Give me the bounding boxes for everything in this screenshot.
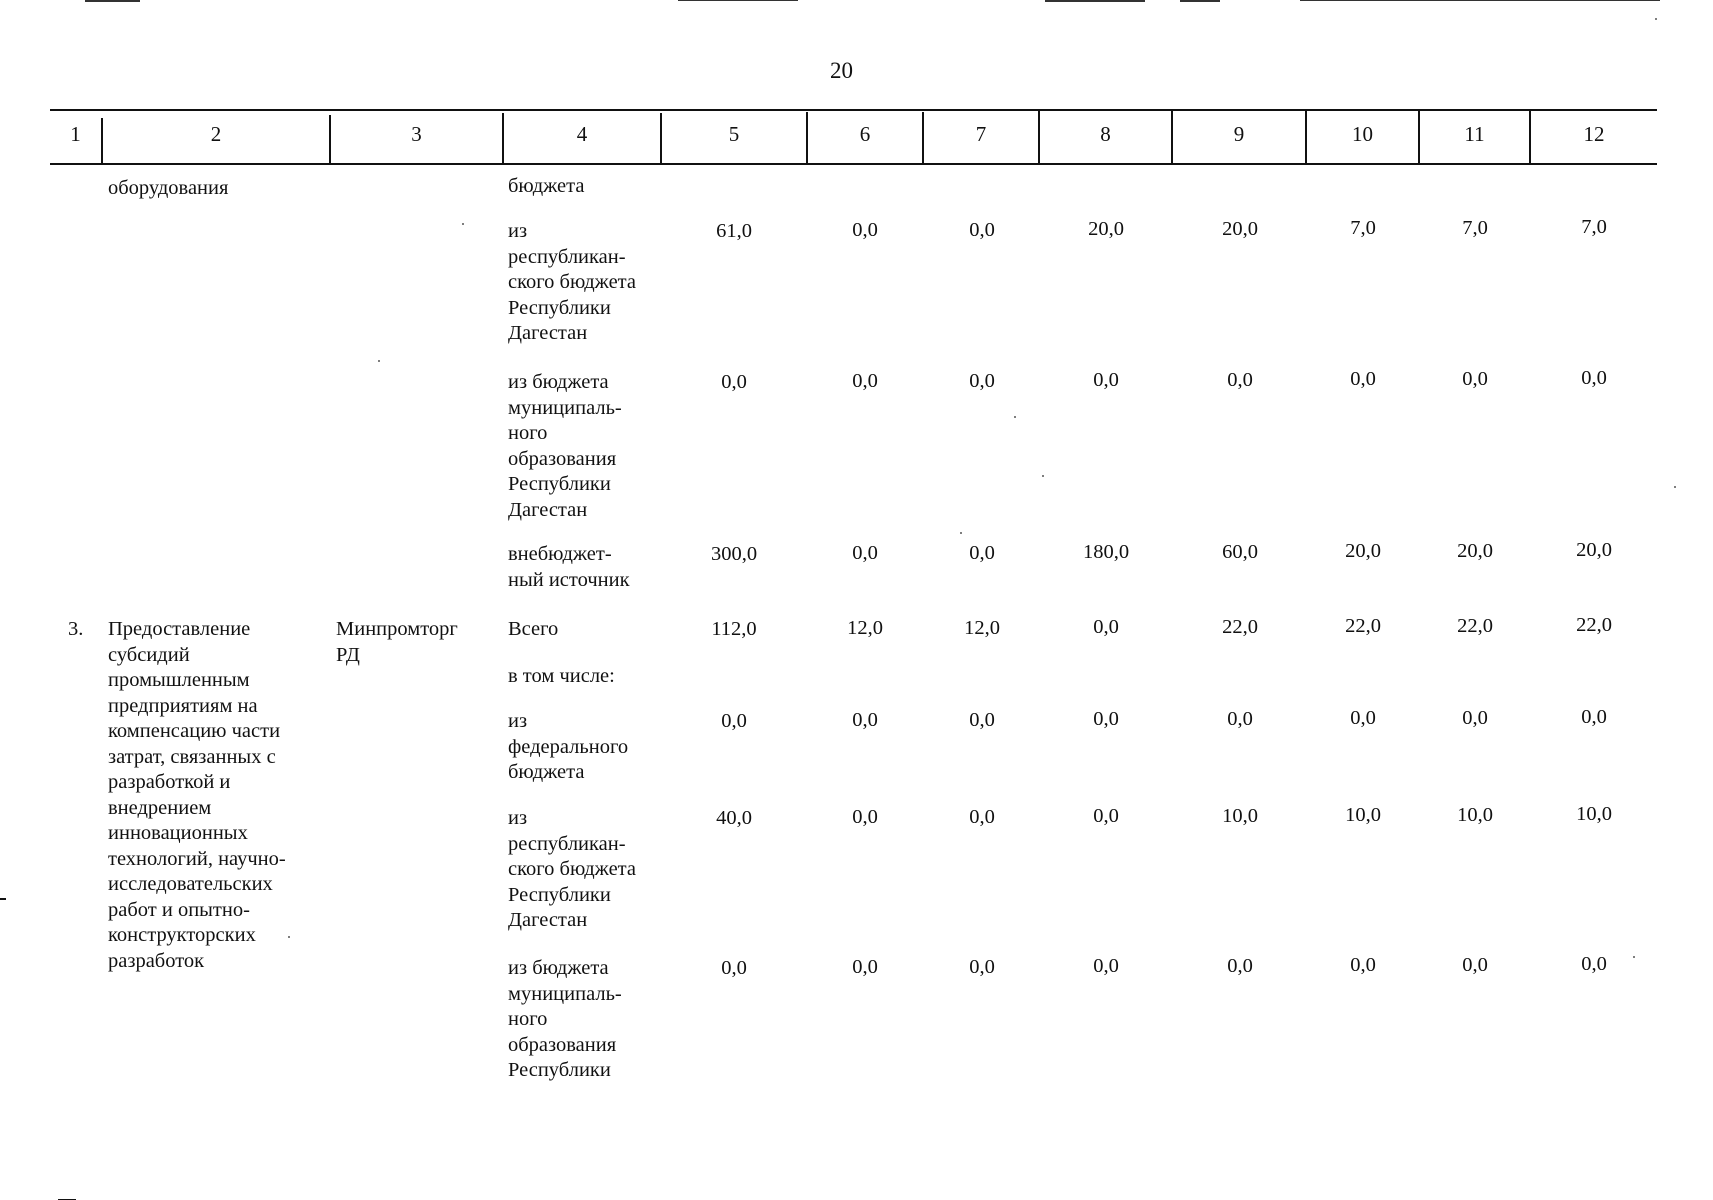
funding-value-col7: 0,0 — [969, 806, 995, 828]
table-header-bottom-border — [50, 163, 1657, 165]
funding-value-col7: 12,0 — [964, 617, 1000, 639]
scan-speck — [1674, 486, 1676, 488]
column-number: 3 — [411, 122, 422, 146]
funding-value-col5: 0,0 — [721, 371, 747, 393]
funding-value-col10: 7,0 — [1350, 217, 1376, 239]
scan-speck — [1014, 416, 1016, 418]
funding-value-col10: 10,0 — [1345, 804, 1381, 826]
funding-value-col12: 0,0 — [1581, 367, 1607, 389]
column-number: 11 — [1464, 122, 1485, 146]
funding-value-col5: 0,0 — [721, 957, 747, 979]
funding-value-col6: 0,0 — [852, 806, 878, 828]
funding-value-col11: 0,0 — [1462, 954, 1488, 976]
funding-value-col6: 0,0 — [852, 370, 878, 392]
scan-speck — [378, 360, 380, 362]
funding-value-col11: 0,0 — [1462, 368, 1488, 390]
funding-value-col5: 40,0 — [716, 807, 752, 829]
funding-value-col12: 22,0 — [1576, 614, 1612, 636]
funding-value-col10: 0,0 — [1350, 954, 1376, 976]
funding-value-col9: 60,0 — [1222, 541, 1258, 563]
column-number: 4 — [576, 122, 588, 146]
funding-source-label: Всего — [508, 618, 559, 640]
funding-value-col5: 112,0 — [711, 618, 757, 640]
funding-value-col6: 0,0 — [852, 709, 878, 731]
item-name: Предоставление субсидий промышленным предприятиям на компенсацию части затрат, связанных с разработкой и внедрением инновационных технологий, научно- исследовательских работ и опытно- конструкторских разработок — [108, 618, 286, 972]
funding-value-col9: 0,0 — [1227, 708, 1253, 730]
funding-value-col7: 0,0 — [969, 219, 995, 241]
scan-speck — [288, 936, 290, 938]
scan-speck — [960, 532, 962, 534]
funding-source-label: из республикан- ского бюджета Республики Дагестан — [508, 807, 636, 931]
funding-value-col6: 0,0 — [852, 956, 878, 978]
scan-speck — [462, 223, 464, 225]
funding-value-col5: 61,0 — [716, 220, 752, 242]
item-executor: Минпромторг РД — [336, 618, 458, 666]
funding-value-col10: 20,0 — [1345, 540, 1381, 562]
column-number: 7 — [975, 122, 987, 146]
column-number: 6 — [859, 122, 871, 146]
funding-value-col9: 10,0 — [1222, 805, 1258, 827]
previous-item-name-continued: оборудования — [108, 177, 229, 199]
funding-value-col11: 0,0 — [1462, 707, 1488, 729]
funding-value-col10: 0,0 — [1350, 368, 1376, 390]
funding-value-col7: 0,0 — [969, 956, 995, 978]
scan-edge-mark — [678, 0, 798, 1]
funding-value-col9: 0,0 — [1227, 955, 1253, 977]
funding-value-col8: 20,0 — [1088, 218, 1124, 240]
scan-speck — [1633, 956, 1635, 958]
funding-source-label: из республикан- ского бюджета Республики Дагестан — [508, 220, 636, 344]
funding-value-col6: 0,0 — [852, 542, 878, 564]
column-number: 10 — [1352, 122, 1373, 146]
funding-source-label: из бюджета муниципаль- ного образования Республики Дагестан — [508, 371, 622, 521]
funding-source-label: внебюджет- ный источник — [508, 543, 630, 591]
column-number: 2 — [210, 122, 222, 146]
funding-value-col7: 0,0 — [969, 370, 995, 392]
item-number: 3. — [68, 618, 84, 640]
funding-value-col11: 7,0 — [1462, 217, 1488, 239]
scan-edge-mark — [0, 898, 6, 900]
funding-value-col8: 0,0 — [1093, 955, 1119, 977]
column-number: 8 — [1100, 122, 1111, 146]
funding-value-col6: 12,0 — [847, 617, 883, 639]
funding-source-label: из федерального бюджета — [508, 710, 629, 783]
funding-value-col11: 22,0 — [1457, 615, 1493, 637]
funding-value-col6: 0,0 — [852, 219, 878, 241]
column-number: 12 — [1583, 122, 1605, 146]
funding-value-col9: 0,0 — [1227, 369, 1253, 391]
funding-value-col7: 0,0 — [969, 542, 995, 564]
funding-value-col9: 22,0 — [1222, 616, 1258, 638]
funding-source-label: из бюджета муниципаль- ного образования Республики — [508, 957, 622, 1081]
funding-value-col8: 0,0 — [1093, 616, 1119, 638]
funding-source-label: бюджета — [508, 175, 585, 197]
funding-value-col5: 0,0 — [721, 710, 747, 732]
funding-value-col8: 180,0 — [1082, 541, 1130, 563]
column-number: 5 — [728, 122, 740, 146]
page-number: 20 — [830, 58, 853, 83]
funding-value-col12: 20,0 — [1576, 539, 1612, 561]
scan-edge-mark — [1300, 0, 1660, 1]
funding-value-col11: 20,0 — [1457, 540, 1493, 562]
funding-value-col12: 0,0 — [1581, 953, 1607, 975]
funding-value-col12: 7,0 — [1581, 216, 1607, 238]
funding-value-col9: 20,0 — [1222, 218, 1258, 240]
funding-value-col10: 0,0 — [1350, 707, 1376, 729]
scan-speck — [1042, 475, 1044, 477]
funding-value-col11: 10,0 — [1457, 804, 1493, 826]
funding-value-col12: 0,0 — [1581, 706, 1607, 728]
table-top-border — [50, 109, 1657, 111]
funding-value-col8: 0,0 — [1093, 369, 1119, 391]
scan-speck — [1655, 18, 1657, 20]
funding-value-col12: 10,0 — [1576, 803, 1612, 825]
funding-value-col7: 0,0 — [969, 709, 995, 731]
funding-value-col8: 0,0 — [1093, 708, 1119, 730]
column-number: 1 — [70, 122, 81, 146]
funding-source-label: в том числе: — [508, 665, 615, 687]
funding-value-col8: 0,0 — [1093, 805, 1119, 827]
funding-value-col10: 22,0 — [1345, 615, 1381, 637]
scan-edge-mark — [1180, 0, 1220, 2]
funding-value-col5: 300,0 — [710, 543, 758, 565]
scan-edge-mark — [1045, 0, 1145, 2]
scan-edge-mark — [85, 0, 140, 2]
column-number: 9 — [1233, 122, 1245, 146]
